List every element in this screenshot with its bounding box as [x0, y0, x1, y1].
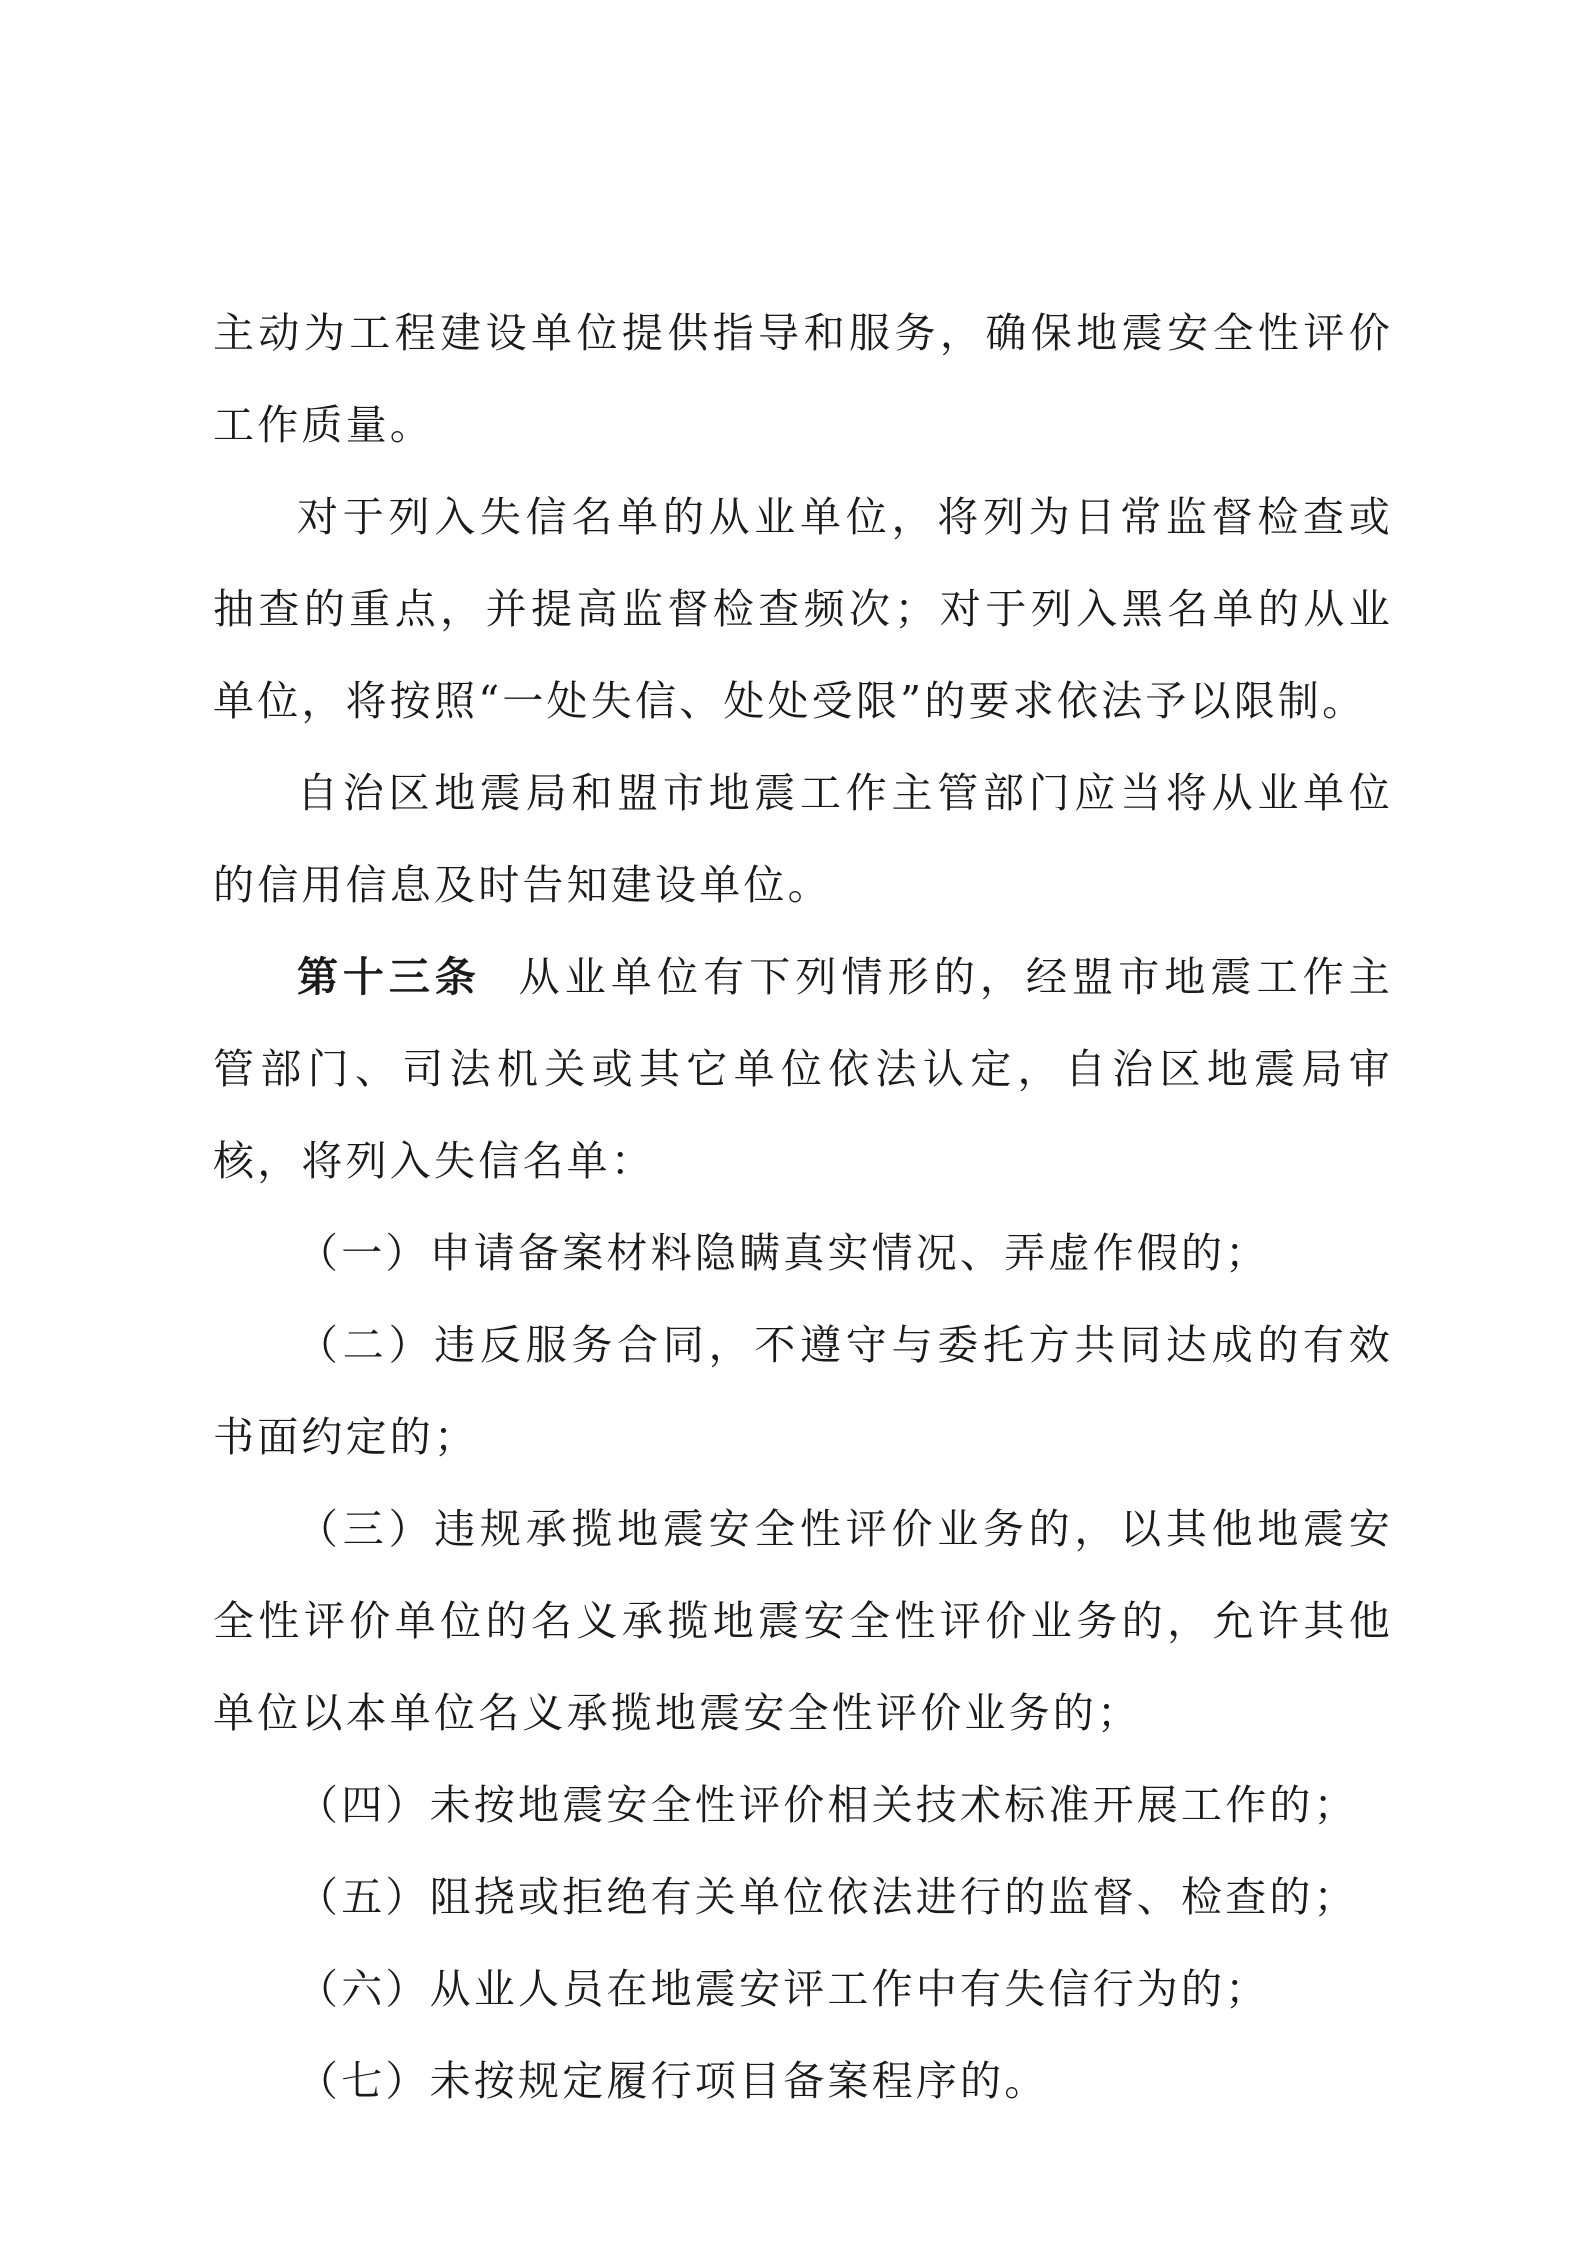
document-body: [213, 287, 1393, 2127]
list-item-4: （四）未按地震安全性评价相关技术标准开展工作的；: [297, 1781, 1358, 1829]
list-item-6: （六）从业人员在地震安评工作中有失信行为的；: [297, 1965, 1270, 2013]
list-item-3: （三）违规承揽地震安全性评价业务的，以其他地震安全性评价单位的名义承揽地震安全性评价业务的，允许其他单位以本单位名义承揽地震安全性评价业务的；: [213, 1505, 1393, 1737]
paragraph-continuation: 主动为工程建设单位提供指导和服务，确保地震安全性评价工作质量。: [213, 309, 1393, 449]
list-item-1: （一）申请备案材料隐瞒真实情况、弄虚作假的；: [297, 1229, 1270, 1277]
paragraph-blacklist-restriction: 对于列入失信名单的从业单位，将列为日常监督检查或抽查的重点，并提高监督检查频次；对于列入黑名单的从业单位，将按照“一处失信、处处受限”的要求依法予以限制。: [213, 493, 1393, 725]
article-13: [213, 931, 1393, 1207]
list-item-2: （二）违反服务合同，不遵守与委托方共同达成的有效书面约定的；: [213, 1321, 1393, 1461]
paragraph-credit-notification: 自治区地震局和盟市地震工作主管部门应当将从业单位的信用信息及时告知建设单位。: [213, 769, 1393, 909]
article-text: 从业单位有下列情形的，经盟市地震工作主管部门、司法机关或其它单位依法认定，自治区地震局审核，将列入失信名单：: [213, 953, 1393, 1185]
list-item-5: （五）阻挠或拒绝有关单位依法进行的监督、检查的；: [297, 1873, 1358, 1921]
article-label: 第十三条: [297, 953, 481, 1001]
list-item-7: （七）未按规定履行项目备案程序的。: [297, 2057, 1049, 2105]
